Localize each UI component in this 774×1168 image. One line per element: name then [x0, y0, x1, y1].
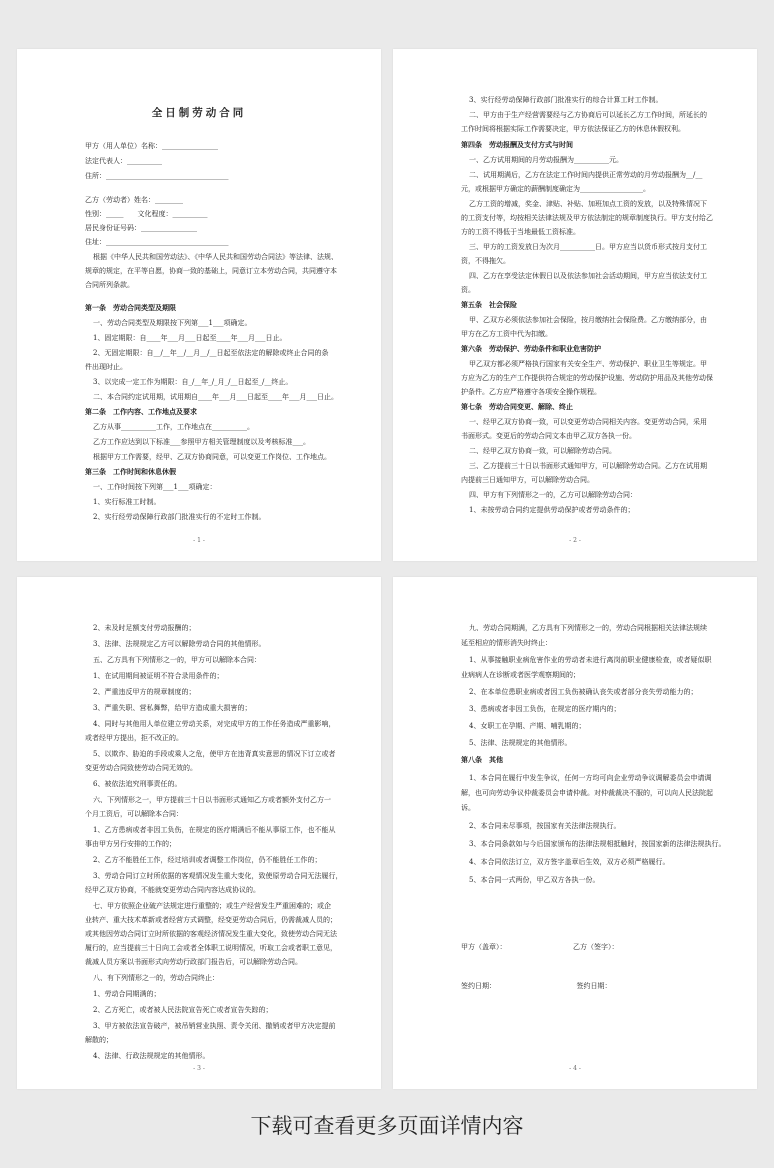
text-line: 5、法律、法规规定的其他情形。: [469, 739, 572, 747]
text-line: 4、本合同依法订立，双方签字盖章后生效，双方必须严格履行。: [469, 858, 670, 866]
text-line: 甲乙双方都必须严格执行国家有关安全生产、劳动保护、职业卫生等规定。甲: [469, 360, 707, 368]
text-line: 七、甲方依照企业破产法规定进行重整的；或生产经营发生严重困难的；或企: [93, 902, 331, 910]
text-line: 1、实行标准工时制。: [93, 498, 161, 506]
section-heading: 第二条 工作内容、工作地点及要求: [85, 407, 197, 416]
text-line: 二、甲方由于生产经营需要经与乙方协商后可以延长乙方工作时间，所延长的: [469, 111, 707, 119]
text-line: 3、本合同条款如与今后国家颁布的法律法规相抵触时，按国家新的法律法规执行。: [469, 840, 726, 848]
text-line: 二、经甲乙双方协商一致，可以解除劳动合同。: [469, 447, 616, 455]
text-line: 住所：___________________________________: [85, 172, 229, 180]
document-page-2: [393, 49, 757, 561]
text-line: 1、固定期限：自____年___月___日起至____年___月___日止。: [93, 334, 287, 342]
text-line: 件出现时止。: [85, 363, 127, 371]
text-line: 乙方（劳动者）姓名：________: [85, 196, 183, 204]
text-line: 五、乙方具有下列情形之一的，甲方可以解除本合同：: [93, 656, 261, 664]
section-heading: 第一条 劳动合同类型及期限: [85, 303, 176, 312]
text-line: 的工资支付等，均按相关法律法规及甲方依法制定的规章制度执行。甲方支付给乙: [461, 214, 713, 222]
text-line: 性别：_____ 文化程度：__________: [85, 210, 208, 218]
document-page-4: [393, 577, 757, 1089]
section-heading: 第三条 工作时间和休息休假: [85, 467, 176, 476]
text-line: 经甲乙双方协商，不能就变更劳动合同内容达成协议的。: [85, 886, 260, 894]
text-line: 工作时间将根据实际工作需要决定，甲方依法保证乙方的休息休假权利。: [461, 125, 685, 133]
text-line: 个月工资后，可以解除本合同：: [85, 810, 183, 818]
text-line: 甲方（盖章）： 乙方（签字）：: [461, 943, 619, 951]
text-line: 2、无固定期限：自__/__年__/__月__/__日起至依法定的解除或终止合同的条: [93, 349, 329, 357]
text-line: 1、本合同在履行中发生争议，任何一方均可向企业劳动争议调解委员会申请调: [469, 774, 712, 782]
text-line: 变更劳动合同致使劳动合同无效的。: [85, 764, 197, 772]
text-line: 根据《中华人民共和国劳动法》、《中华人民共和国劳动合同法》等法律、法规、: [93, 253, 338, 261]
page-number: - 2 -: [569, 537, 581, 544]
text-line: 一、工作时间按下列第___1___项确定：: [93, 483, 217, 491]
text-line: 方应为乙方的生产工作提供符合规定的劳动保护设施、劳动防护用品及其他劳动保: [461, 374, 713, 382]
text-line: 2、在本单位患职业病或者因工负伤被确认丧失或者部分丧失劳动能力的；: [469, 688, 698, 696]
page-number: - 3 -: [193, 1065, 205, 1072]
text-line: 三、甲方的工资发放日为次月__________日。甲方应当以货币形式按月支付工: [469, 243, 707, 251]
page-number: - 4 -: [569, 1065, 581, 1072]
text-line: 业病病人在诊断或者医学观察期间的；: [461, 671, 580, 679]
text-line: 诉。: [461, 804, 475, 812]
text-line: 六、下列情形之一，甲方提前三十日以书面形式通知乙方或者额外支付乙方一: [93, 796, 331, 804]
text-line: 1、在试用期间被证明不符合录用条件的；: [93, 672, 224, 680]
text-line: 八、有下列情形之一的，劳动合同终止：: [93, 974, 219, 982]
text-line: 甲方（用人单位）名称：________________: [85, 142, 218, 150]
contract-title: 全日制劳动合同: [151, 107, 247, 119]
text-line: 3、劳动合同订立时所依据的客观情况发生重大变化，致使原劳动合同无法履行，: [93, 872, 343, 880]
section-heading: 第七条 劳动合同变更、解除、终止: [461, 402, 573, 411]
section-heading: 第六条 劳动保护、劳动条件和职业危害防护: [461, 344, 601, 353]
text-line: 1、从事接触职业病危害作业的劳动者未进行离岗前职业健康检查，或者疑似职: [469, 656, 712, 664]
text-line: 乙方工作应达到以下标准___参照甲方相关管理制度以及考核标准___。: [93, 438, 310, 446]
text-line: 5、以欺诈、胁迫的手段或乘人之危，使甲方在违背真实意思的情况下订立或者: [93, 750, 336, 758]
text-line: 或者经甲方提出，拒不改正的。: [85, 734, 183, 742]
text-line: 事由甲方另行安排的工作的；: [85, 840, 176, 848]
section-heading: 第四条 劳动报酬及支付方式与时间: [461, 140, 573, 149]
text-line: 履行的，应当提前三十日向工会或者全体职工说明情况，听取工会或者职工意见，: [85, 944, 337, 952]
document-page-3: [17, 577, 381, 1089]
text-line: 护条件。乙方应严格遵守各项安全操作规程。: [461, 388, 601, 396]
text-line: 1、劳动合同期满的；: [93, 990, 161, 998]
text-line: 元，或根据甲方确定的薪酬制度确定为__________________。: [461, 185, 650, 193]
text-line: 3、实行经劳动保障行政部门批准实行的综合计算工时工作制。: [469, 96, 663, 104]
text-line: 资。: [461, 286, 475, 294]
text-line: 一、乙方试用期间的月劳动报酬为__________元。: [469, 156, 623, 164]
text-line: 一、劳动合同类型及期限按下列第___1___项确定。: [93, 319, 252, 327]
text-line: 规章的规定，在平等自愿，协商一致的基础上，同意订立本劳动合同，共同遵守本: [85, 267, 337, 275]
text-line: 甲、乙双方必须依法参加社会保险，按月缴纳社会保险费。乙方缴纳部分，由: [469, 316, 707, 324]
document-page-1: [17, 49, 381, 561]
text-line: 4、同时与其他用人单位建立劳动关系，对完成甲方的工作任务造成严重影响，: [93, 720, 336, 728]
text-line: 乙方工资的增减，奖金、津贴、补贴、加班加点工资的发放，以及特殊情况下: [469, 200, 707, 208]
text-line: 2、乙方死亡，或者被人民法院宣告死亡或者宣告失踪的；: [93, 1006, 273, 1014]
text-line: 4、法律、行政法规规定的其他情形。: [93, 1052, 210, 1060]
text-line: 2、严重违反甲方的规章制度的；: [93, 688, 196, 696]
text-line: 解散的；: [85, 1036, 113, 1044]
text-line: 住址：___________________________________: [85, 238, 229, 246]
text-line: 解，也可向劳动争议仲裁委员会申请仲裁。对仲裁裁决不服的，可以向人民法院起: [461, 789, 713, 797]
text-line: 3、法律、法规规定乙方可以解除劳动合同的其他情形。: [93, 640, 266, 648]
text-line: 5、本合同一式两份，甲乙双方各执一份。: [469, 876, 600, 884]
text-line: 内提前三日通知甲方，可以解除劳动合同。: [461, 476, 594, 484]
text-line: 6、被依法追究刑事责任的。: [93, 780, 182, 788]
text-line: 3、严重失职、营私舞弊，给甲方造成重大损害的；: [93, 704, 252, 712]
text-line: 或其他因劳动合同订立时所依据的客观经济情况发生重大变化，致使劳动合同无法: [85, 930, 337, 938]
text-line: 2、乙方不能胜任工作，经过培训或者调整工作岗位，仍不能胜任工作的；: [93, 856, 322, 864]
text-line: 3、甲方被依法宣告破产，被吊销营业执照、责令关闭、撤销或者甲方决定提前: [93, 1022, 336, 1030]
text-line: 1、乙方患病或者非因工负伤，在规定的医疗期满后不能从事原工作，也不能从: [93, 826, 336, 834]
download-more-link[interactable]: 下载可查看更多页面详情内容: [250, 1114, 524, 1138]
text-line: 居民身份证号码：________________: [85, 224, 197, 232]
text-line: 资，不得拖欠。: [461, 257, 510, 265]
text-line: 4、女职工在孕期、产期、哺乳期的；: [469, 722, 586, 730]
text-line: 2、实行经劳动保障行政部门批准实行的不定时工作制。: [93, 513, 266, 521]
text-line: 根据甲方工作需要，经甲、乙双方协商同意，可以变更工作岗位、工作地点。: [93, 453, 331, 461]
page-number: - 1 -: [193, 537, 205, 544]
text-line: 二、试用期满后，乙方在法定工作时间内提供正常劳动的月劳动报酬为__/__: [469, 171, 703, 179]
text-line: 合同所列条款。: [85, 281, 134, 289]
text-line: 四、乙方在享受法定休假日以及依法参加社会活动期间，甲方应当依法支付工: [469, 272, 707, 280]
text-line: 甲方在乙方工资中代为扣缴。: [461, 330, 552, 338]
text-line: 乙方从事__________工作，工作地点在__________。: [93, 423, 254, 431]
text-line: 九、劳动合同期满，乙方具有下列情形之一的，劳动合同根据相关法律法规续: [469, 624, 707, 632]
text-line: 法定代表人：__________: [85, 157, 162, 165]
text-line: 二、本合同约定试用期，试用期自____年___月___日起至____年___月___日止。: [93, 393, 338, 401]
text-line: 签约日期： 签约日期：: [461, 982, 612, 990]
text-line: 2、未及时足额支付劳动报酬的；: [93, 624, 196, 632]
text-line: 1、未按劳动合同约定提供劳动保护或者劳动条件的；: [469, 506, 635, 514]
section-heading: 第八条 其他: [461, 755, 503, 764]
text-line: 2、本合同未尽事项，按国家有关法律法规执行。: [469, 822, 621, 830]
section-heading: 第五条 社会保险: [461, 300, 517, 309]
text-line: 3、以完成一定工作为期限：自_/__年_/_月_/__日起至_/__终止。: [93, 378, 293, 386]
text-line: 四、甲方有下列情形之一的，乙方可以解除劳动合同：: [469, 491, 637, 499]
text-line: 三、乙方提前三十日以书面形式通知甲方，可以解除劳动合同。乙方在试用期: [469, 462, 707, 470]
text-line: 业转产、重大技术革新或者经营方式调整，经变更劳动合同后，仍需裁减人员的；: [85, 916, 337, 924]
text-line: 一、经甲乙双方协商一致，可以变更劳动合同相关内容。变更劳动合同，采用: [469, 418, 707, 426]
text-line: 书面形式。变更后的劳动合同文本由甲乙双方各执一份。: [461, 432, 636, 440]
text-line: 方的工资不得低于当地最低工资标准。: [461, 228, 580, 236]
text-line: 3、患病或者非因工负伤，在规定的医疗期内的；: [469, 705, 621, 713]
text-line: 裁减人员方案以书面形式向劳动行政部门报告后，可以解除劳动合同。: [85, 958, 302, 966]
text-line: 延至相应的情形消失时终止：: [461, 639, 552, 647]
